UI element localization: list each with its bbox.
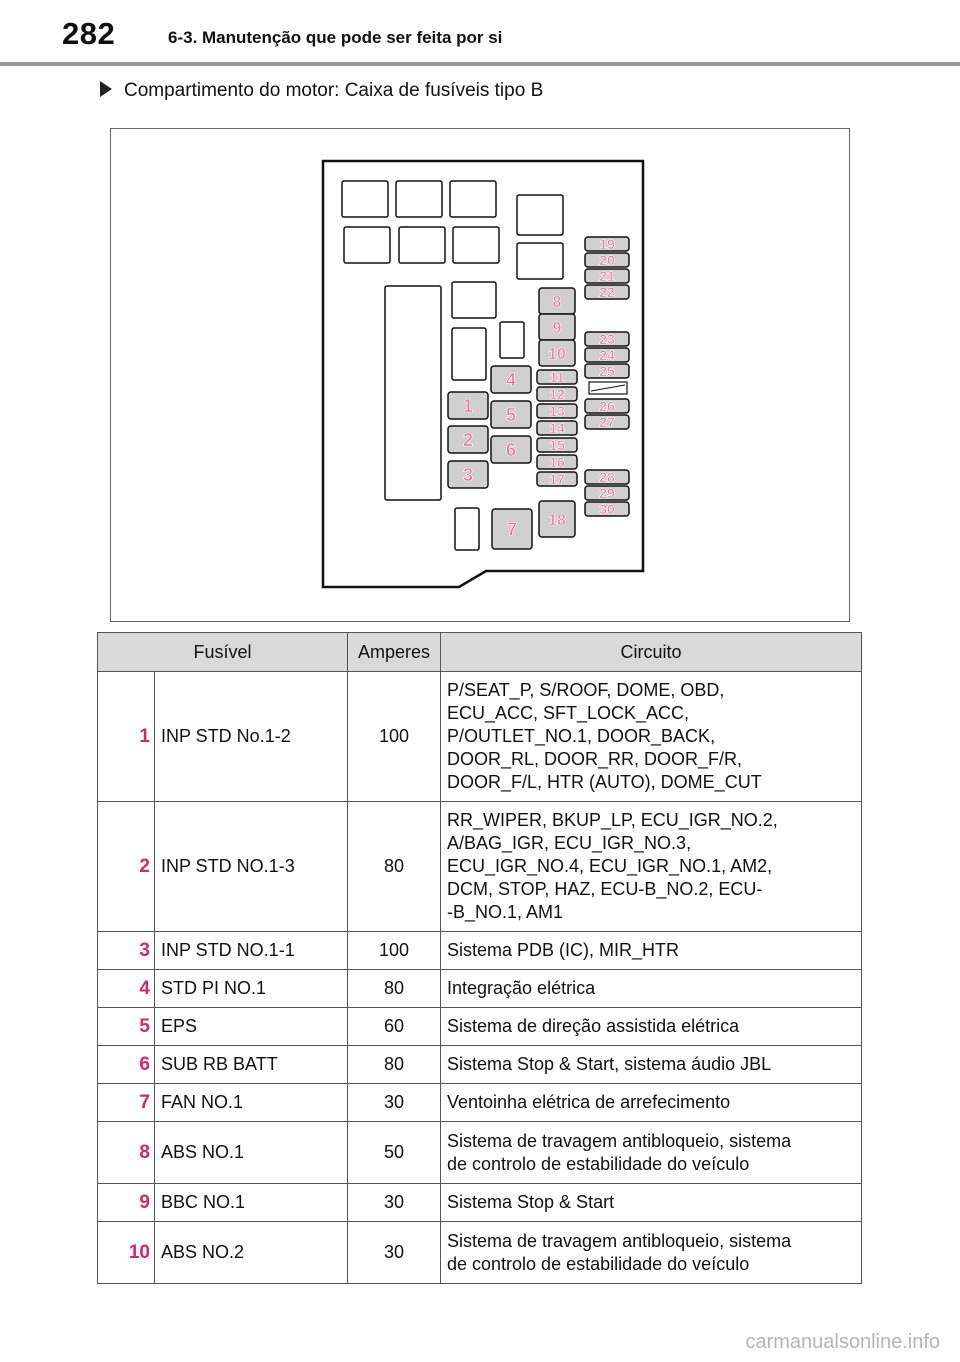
fuse-label: 4 [505, 369, 517, 390]
table-row [98, 1084, 862, 1122]
empty-slot [399, 227, 445, 263]
fuse-label: 22 [599, 284, 615, 301]
page-header [0, 0, 960, 68]
fuse-number: 1 [98, 672, 155, 802]
header-circuit: Circuito [441, 633, 862, 672]
header-fuse: Fusível [98, 633, 348, 672]
fuse-name: BBC NO.1 [155, 1184, 348, 1222]
empty-slot [517, 243, 563, 279]
fuse-label: 5 [505, 404, 517, 425]
fuse-label: 17 [549, 471, 565, 488]
fuse-label: 9 [552, 319, 562, 337]
circuit-line: DOOR_F/L, HTR (AUTO), DOME_CUT [447, 772, 762, 792]
empty-slot [450, 181, 496, 217]
fuse-label: 10 [548, 345, 566, 363]
circuit-line: de controlo de estabilidade do veículo [447, 1153, 750, 1174]
fuse-label: 27 [599, 414, 615, 431]
fuse-4 [491, 366, 531, 393]
empty-slot [342, 181, 388, 217]
fuse-19 [585, 236, 629, 252]
fuse-name: INP STD No.1-2 [155, 672, 348, 802]
fuse-22 [585, 284, 629, 300]
table-row [98, 1122, 862, 1184]
fuse-label: 1 [462, 395, 474, 416]
fuse-label: 8 [552, 293, 562, 311]
fuse-number: 4 [98, 970, 155, 1008]
fuse-label: 19 [599, 236, 615, 253]
fuse-label: 29 [599, 485, 615, 502]
circuit-line: Sistema PDB (IC), MIR_HTR [447, 940, 680, 960]
fuse-25 [585, 363, 629, 379]
empty-slot [500, 322, 524, 358]
fuse-26 [585, 398, 629, 414]
circuit-line: DCM, STOP, HAZ, ECU-B_NO.2, ECU- [447, 879, 763, 899]
subheading-text: Compartimento do motor: Caixa de fusíveis tipo B [124, 80, 544, 101]
fuse-number: 3 [98, 932, 155, 970]
fuse-label: 20 [599, 252, 615, 269]
fuse-amperes: 100 [348, 672, 441, 802]
empty-slot [344, 227, 390, 263]
empty-slot [452, 328, 486, 380]
fuse-29 [585, 485, 629, 501]
fuse-amperes: 30 [348, 1084, 441, 1122]
circuit-line: de controlo de estabilidade do veículo [447, 1253, 750, 1274]
fuse-amperes: 60 [348, 1008, 441, 1046]
fuse-number: 2 [98, 802, 155, 932]
fuse-14 [537, 420, 577, 436]
circuit-line: RR_WIPER, BKUP_LP, ECU_IGR_NO.2, [447, 810, 778, 830]
fuse-name: INP STD NO.1-3 [155, 802, 348, 932]
fuse-label: 23 [599, 331, 615, 348]
circuit-line: Sistema de travagem antibloqueio, sistema [447, 1230, 792, 1251]
fuse-circuit [441, 932, 862, 970]
fuse-21 [585, 268, 629, 284]
circuit-line: -B_NO.1, AM1 [447, 902, 564, 922]
fuse-7 [492, 509, 532, 549]
fuse-label: 7 [506, 519, 518, 540]
circuit-line: DOOR_RL, DOOR_RR, DOOR_F/R, [447, 749, 743, 769]
empty-slot [385, 286, 441, 500]
fuse-name: STD PI NO.1 [155, 970, 348, 1008]
fuse-number: 7 [98, 1084, 155, 1122]
table-row [98, 1008, 862, 1046]
fuse-box-drawing [111, 129, 849, 621]
fuse-16 [537, 454, 577, 470]
fuse-name: SUB RB BATT [155, 1046, 348, 1084]
fuse-23 [585, 331, 629, 347]
fuse-circuit [441, 970, 862, 1008]
fuse-30 [585, 501, 629, 517]
triangle-bullet-icon [100, 81, 112, 97]
circuit-line: P/SEAT_P, S/ROOF, DOME, OBD, [447, 680, 725, 700]
fuse-amperes: 80 [348, 970, 441, 1008]
fuse-circuit [441, 1222, 862, 1284]
fuse-2 [448, 426, 488, 453]
fuse-3 [448, 461, 488, 488]
circuit-line: Sistema Stop & Start, sistema áudio JBL [447, 1054, 772, 1074]
fuse-number: 10 [98, 1222, 155, 1284]
circuit-line: P/OUTLET_NO.1, DOOR_BACK, [447, 726, 716, 746]
fuse-12 [537, 386, 577, 402]
fuse-label: 18 [548, 511, 566, 529]
fuse-1 [448, 392, 488, 419]
fuse-label: 28 [599, 469, 615, 486]
fuse-number: 5 [98, 1008, 155, 1046]
fuse-amperes: 50 [348, 1122, 441, 1184]
empty-slot [453, 227, 499, 263]
fuse-name: EPS [155, 1008, 348, 1046]
circuit-line: ECU_IGR_NO.4, ECU_IGR_NO.1, AM2, [447, 856, 773, 876]
watermark: carmanualsonline.info [745, 1331, 940, 1353]
empty-slot [455, 508, 479, 550]
circuit-line: A/BAG_IGR, ECU_IGR_NO.3, [447, 833, 692, 853]
fuse-24 [585, 347, 629, 363]
table-row [98, 932, 862, 970]
table-row [98, 1184, 862, 1222]
fuse-label: 25 [599, 363, 615, 380]
fuse-amperes: 30 [348, 1184, 441, 1222]
fuse-5 [491, 401, 531, 428]
fuse-label: 16 [549, 454, 565, 471]
fuse-label: 15 [549, 437, 565, 454]
fuse-18 [539, 501, 575, 537]
fuse-table [97, 632, 862, 1284]
circuit-line: Ventoinha elétrica de arrefecimento [447, 1092, 731, 1112]
empty-slot [517, 195, 563, 235]
fuse-label: 11 [549, 369, 565, 386]
fuse-label: 30 [599, 501, 615, 518]
fuse-label: 13 [549, 403, 565, 420]
empty-slot [396, 181, 442, 217]
circuit-line: Integração elétrica [447, 978, 596, 998]
fuse-17 [537, 471, 577, 487]
empty-slot [452, 282, 496, 318]
fuse-name: ABS NO.1 [155, 1122, 348, 1184]
fuse-label: 12 [549, 386, 565, 403]
circuit-line: ECU_ACC, SFT_LOCK_ACC, [447, 703, 690, 723]
fuse-amperes: 100 [348, 932, 441, 970]
fuse-20 [585, 252, 629, 268]
table-row [98, 1046, 862, 1084]
header-divider [0, 62, 960, 66]
fuse-15 [537, 437, 577, 453]
fuse-11 [537, 369, 577, 385]
fuse-circuit [441, 1008, 862, 1046]
fuse-label: 21 [599, 268, 615, 285]
table-row [98, 970, 862, 1008]
subheading [100, 80, 543, 102]
fuse-circuit [441, 672, 862, 802]
fuse-name: FAN NO.1 [155, 1084, 348, 1122]
fuse-number: 6 [98, 1046, 155, 1084]
circuit-line: Sistema de travagem antibloqueio, sistema [447, 1130, 792, 1151]
circuit-line: Sistema Stop & Start [447, 1192, 615, 1212]
table-row [98, 672, 862, 802]
fuse-amperes: 80 [348, 1046, 441, 1084]
fuse-label: 6 [505, 439, 517, 460]
fuse-9 [539, 314, 575, 340]
fuse-number: 9 [98, 1184, 155, 1222]
table-row [98, 1222, 862, 1284]
circuit-line: Sistema de direção assistida elétrica [447, 1016, 740, 1036]
fuse-label: 2 [462, 429, 474, 450]
fuse-label: 14 [549, 420, 565, 437]
fuse-number: 8 [98, 1122, 155, 1184]
fuse-8 [539, 288, 575, 314]
fuse-10 [539, 340, 575, 366]
fuse-circuit [441, 1122, 862, 1184]
fuse-name: INP STD NO.1-1 [155, 932, 348, 970]
page-number: 282 [62, 16, 116, 51]
fuse-label: 3 [462, 464, 474, 485]
fuse-label: 24 [599, 347, 615, 364]
fuse-27 [585, 414, 629, 430]
section-title: 6-3. Manutenção que pode ser feita por si [168, 28, 503, 47]
fuse-amperes: 80 [348, 802, 441, 932]
fuse-box-diagram [110, 128, 850, 622]
fuse-name: ABS NO.2 [155, 1222, 348, 1284]
fuse-circuit [441, 1184, 862, 1222]
table-row [98, 802, 862, 932]
fuse-circuit [441, 1046, 862, 1084]
fuse-circuit [441, 1084, 862, 1122]
table-header-row [98, 633, 862, 672]
fuse-13 [537, 403, 577, 419]
fuse-circuit [441, 802, 862, 932]
fuse-6 [491, 436, 531, 463]
fuse-label: 26 [599, 398, 615, 415]
header-amperes: Amperes [348, 633, 441, 672]
fuse-28 [585, 469, 629, 485]
fuse-amperes: 30 [348, 1222, 441, 1284]
